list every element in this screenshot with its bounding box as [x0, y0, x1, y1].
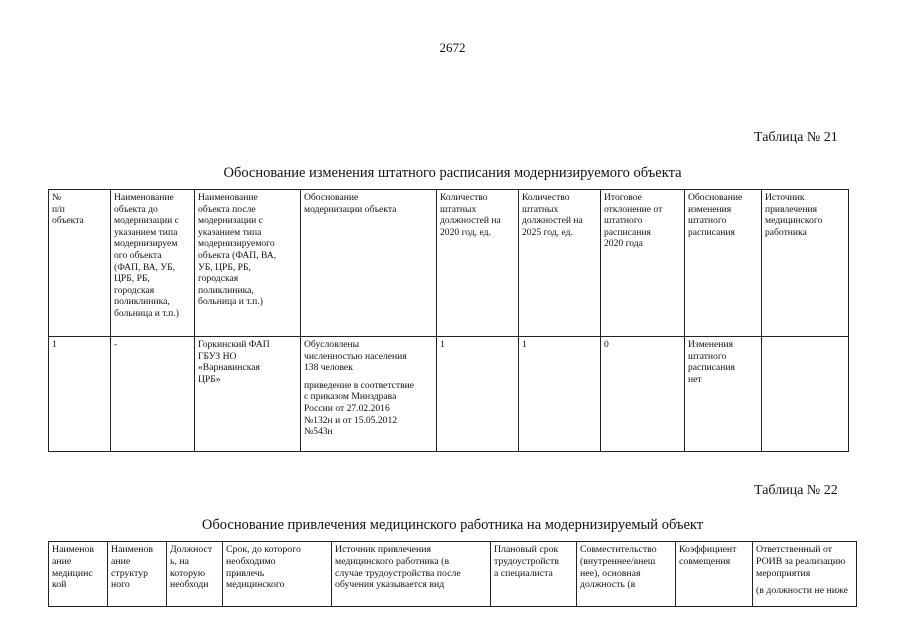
- table-22-header-cell: Наименов ание структур ного: [108, 542, 167, 607]
- table-22-header-cell: Должност ь, на которую необходи: [167, 542, 223, 607]
- table-22-header-cell: Коэффициент совмещения: [676, 542, 753, 607]
- table-22-label: Таблица № 22: [754, 483, 838, 498]
- table-21-header-cell: Наименование объекта до модернизации с указанием типа модернизируем ого объекта (ФАП, ВА, УБ, ЦРБ, РБ, городская поликлиника, больница и т.п.): [111, 190, 195, 337]
- table-22: [48, 541, 857, 607]
- table-21-title: Обоснование изменения штатного расписания модернизируемого объекта: [223, 165, 682, 181]
- table-22-header-cell: Срок, до которого необходимо привлечь медицинского: [223, 542, 332, 607]
- table-21-header-cell: Источник привлечения медицинского работника: [762, 190, 849, 337]
- table-21-header-cell: Обоснование изменения штатного расписания: [685, 190, 762, 337]
- table-21-label: Таблица № 21: [754, 130, 838, 145]
- table-21-cell-deviation: 0: [601, 337, 685, 452]
- table-21-cell-after: Горкинский ФАП ГБУЗ НО «Варнавинская ЦРБ»: [195, 337, 301, 452]
- table-21-cell-source: [762, 337, 849, 452]
- table-21-cell-count-2020: 1: [437, 337, 519, 452]
- table-22-header-cell: Совместительство (внутреннее/внеш нее), основная должность (в: [577, 542, 676, 607]
- table-22-title: Обоснование привлечения медицинского работника на модернизируемый объект: [201, 517, 704, 533]
- table-21-cell-count-2025: 1: [519, 337, 601, 452]
- table-21-header-cell: Количество штатных должностей на 2020 год, ед.: [437, 190, 519, 337]
- justification-part-1: Обусловлены численностью населения 138 человек: [304, 339, 407, 374]
- table-21-cell-before: -: [111, 337, 195, 452]
- table-22-header-extra: (в должности не ниже: [756, 585, 848, 597]
- table-row: [49, 337, 849, 452]
- table-21-header-cell: Наименование объекта после модернизации с указанием типа модернизируемого объекта (ФАП, ВА, УБ, ЦРБ, РБ, городская поликлиника, больница и т.п.): [195, 190, 301, 337]
- table-21-header-cell: Итоговое отклонение от штатного расписания 2020 года: [601, 190, 685, 337]
- justification-part-2: приведение в соответствие с приказом Минздрава России от 27.02.2016 №132н и от 15.05.2012 №543н: [304, 379, 414, 438]
- table-21-cell-justification: [301, 337, 437, 452]
- table-21-header-cell: № п/п объекта: [49, 190, 111, 337]
- table-21-cell-num: 1: [49, 337, 111, 452]
- table-22-header-cell: Ответственный от РОИВ за реализацию мероприятия (в должности не ниже: [753, 542, 857, 607]
- table-21-header-cell: Количество штатных должностей на 2025 год, ед.: [519, 190, 601, 337]
- table-21: [48, 189, 849, 452]
- table-22-header-cell: Источник привлечения медицинского работника (в случае трудоустройства после обучения указывается вид: [332, 542, 491, 607]
- table-22-header-cell: Плановый срок трудоустройств а специалиста: [491, 542, 577, 607]
- table-21-header-cell: Обоснование модернизации объекта: [301, 190, 437, 337]
- table-22-header-cell: Наименов ание медицинс кой: [49, 542, 108, 607]
- table-21-cell-change-reason: Изменения штатного расписания нет: [685, 337, 762, 452]
- page-number: 2672: [439, 40, 466, 55]
